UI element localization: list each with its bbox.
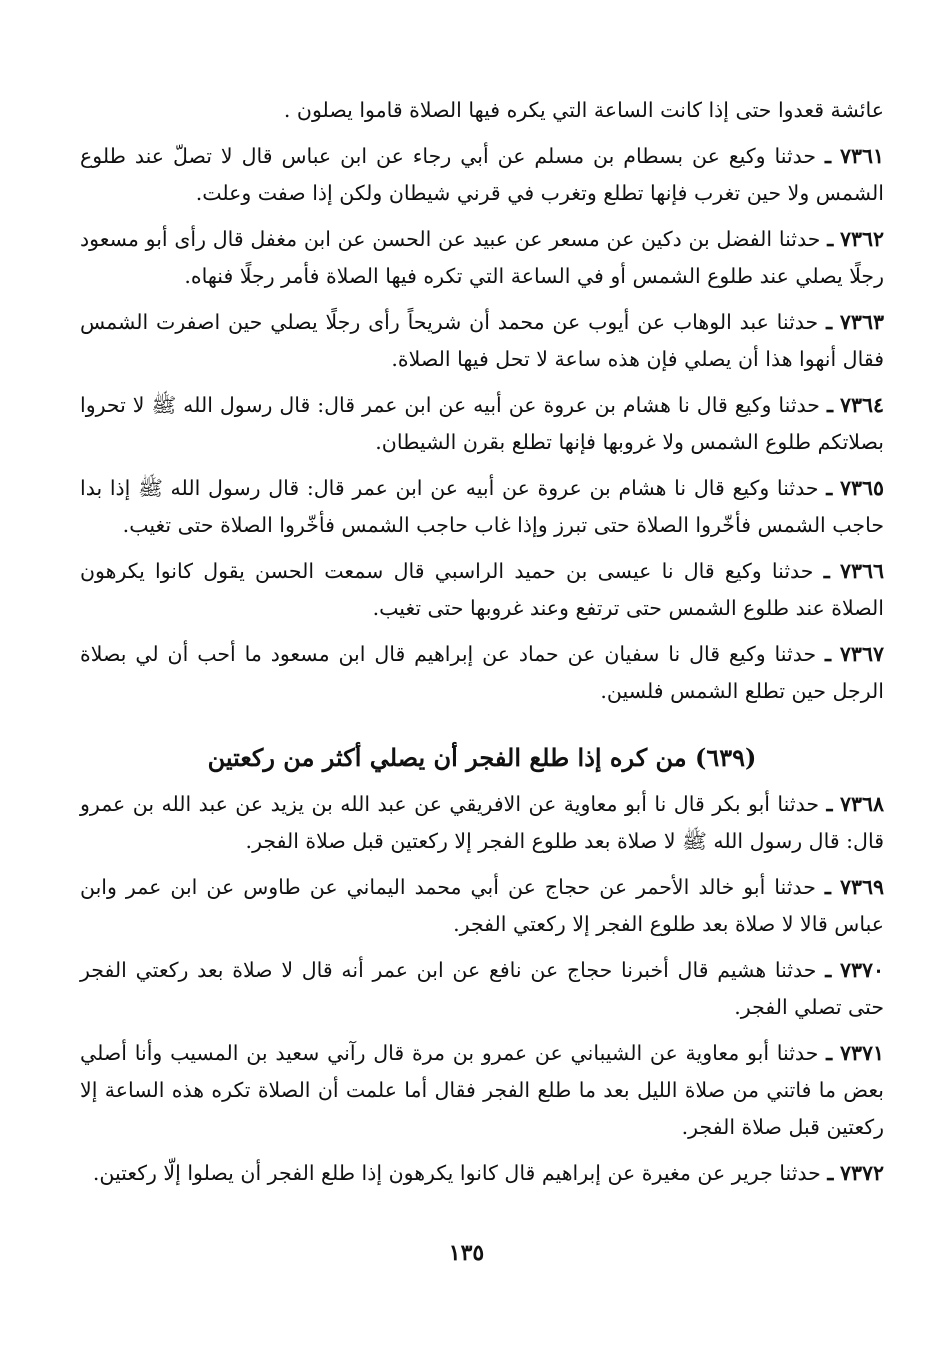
- entry-number: ٧٣٦١: [839, 144, 884, 168]
- entry-text: حدثنا أبو معاوية عن الشيباني عن عمرو بن مرة قال رآني سعيد بن المسيب وأنا أصلي بعض ما فاتني من صلاة الليل بعد ما طلع الفجر فقال أما علمت أن الصلاة تكره هذه الساعة إلا ركعتين قبل صلاة الفجر.: [80, 1041, 884, 1139]
- hadith-entry: ٧٣٦٢ ـ حدثنا الفضل بن دكين عن مسعر عن عبيد عن الحسن عن ابن مغفل قال رأى أبو مسعود رجلًا يصلي عند طلوع الشمس أو في الساعة التي تكره فيها الصلاة فأمر رجلًا فنهاه.: [80, 227, 884, 288]
- page-body: [80, 92, 884, 1201]
- entry-text: حدثنا وكيع قال نا سفيان عن حماد عن إبراهيم قال ابن مسعود ما أحب أن لي بصلاة الرجل حين تطلع الشمس فلسين.: [80, 642, 884, 703]
- hadith-entry: ٧٣٦٥ ـ حدثنا وكيع قال نا هشام بن عروة عن أبيه عن ابن عمر قال: قال رسول الله ﷺ إذا بدا حاجب الشمس فأخّروا الصلاة حتى تبرز وإذا غاب حاجب الشمس فأخّروا الصلاة حتى تغيب.: [80, 476, 884, 537]
- entry-number: ٧٣٦٨: [839, 792, 884, 816]
- hadith-entry: ٧٣٧٢ ـ حدثنا جرير عن مغيرة عن إبراهيم قال كانوا يكرهون إذا طلع الفجر أن يصلوا إلّا ركعتين.: [92, 1161, 884, 1185]
- hadith-entry: ٧٣٦٣ ـ حدثنا عبد الوهاب عن أيوب عن محمد أن شريحاً رأى رجلًا يصلي حين اصفرت الشمس فقال أنهوا هذا أن يصلي فإن هذه ساعة لا تحل فيها الصلاة.: [80, 310, 884, 371]
- entry-text: حدثنا وكيع عن بسطام بن مسلم عن أبي رجاء عن ابن عباس قال لا تصلّ عند طلوع الشمس ولا حين تغرب فإنها تطلع وتغرب في قرني شيطان ولكن إذا صفت وعلت.: [80, 144, 884, 205]
- hadith-entry: ٧٣٦٨ ـ حدثنا أبو بكر قال نا أبو معاوية عن الافريقي عن عبد الله بن يزيد عن عبد الله بن عمرو قال: قال رسول الله ﷺ لا صلاة بعد طلوع الفجر إلا ركعتين قبل صلاة الفجر.: [80, 792, 884, 853]
- hadith-entry: ٧٣٦١ ـ حدثنا وكيع عن بسطام بن مسلم عن أبي رجاء عن ابن عباس قال لا تصلّ عند طلوع الشمس ولا حين تغرب فإنها تطلع وتغرب في قرني شيطان ولكن إذا صفت وعلت.: [80, 144, 884, 205]
- entry-text: حدثنا أبو بكر قال نا أبو معاوية عن الافريقي عن عبد الله بن يزيد عن عبد الله بن عمرو قال: قال رسول الله ﷺ لا صلاة بعد طلوع الفجر إلا ركعتين قبل صلاة الفجر.: [80, 792, 884, 853]
- page-number: ١٣٥: [448, 1240, 485, 1266]
- entry-number: ٧٣٦٢: [839, 227, 884, 251]
- hadith-entry: ٧٣٦٦ ـ حدثنا وكيع قال نا عيسى بن حميد الراسبي قال سمعت الحسن يقول كانوا يكرهون الصلاة عند طلوع الشمس حتى ترتفع وعند غروبها حتى تغيب.: [80, 559, 884, 620]
- hadith-entry: ٧٣٦٤ ـ حدثنا وكيع قال نا هشام بن عروة عن أبيه عن ابن عمر قال: قال رسول الله ﷺ لا تحروا بصلاتكم طلوع الشمس ولا غروبها فإنها تطلع بقرن الشيطان.: [80, 393, 884, 454]
- hadith-entry: ٧٣٦٩ ـ حدثنا أبو خالد الأحمر عن حجاج عن أبي محمد اليماني عن طاوس عن ابن عمر وابن عباس قالا لا صلاة بعد طلوع الفجر إلا ركعتي الفجر.: [80, 875, 884, 936]
- entry-text: حدثنا عبد الوهاب عن أيوب عن محمد أن شريحاً رأى رجلًا يصلي حين اصفرت الشمس فقال أنهوا هذا أن يصلي فإن هذه ساعة لا تحل فيها الصلاة.: [80, 310, 884, 371]
- entry-number: ٧٣٦٣: [839, 310, 884, 334]
- hadith-entry: ٧٣٧٠ ـ حدثنا هشيم قال أخبرنا حجاج عن نافع عن ابن عمر أنه قال لا صلاة بعد ركعتي الفجر حتى تصلي الفجر.: [80, 958, 884, 1019]
- entry-text: حدثنا جرير عن مغيرة عن إبراهيم قال كانوا يكرهون إذا طلع الفجر أن يصلوا إلّا ركعتين.: [92, 1161, 821, 1185]
- entry-text: حدثنا الفضل بن دكين عن مسعر عن عبيد عن الحسن عن ابن مغفل قال رأى أبو مسعود رجلًا يصلي عند طلوع الشمس أو في الساعة التي تكره فيها الصلاة فأمر رجلًا فنهاه.: [80, 227, 884, 288]
- intro-paragraph: [80, 92, 884, 129]
- entry-text: حدثنا وكيع قال نا هشام بن عروة عن أبيه عن ابن عمر قال: قال رسول الله ﷺ إذا بدا حاجب الشمس فأخّروا الصلاة حتى تبرز وإذا غاب حاجب الشمس فأخّروا الصلاة حتى تغيب.: [80, 476, 884, 537]
- entry-number: ٧٣٦٩: [839, 875, 884, 899]
- entry-number: ٧٣٦٤: [839, 393, 884, 417]
- entry-text: حدثنا وكيع قال نا عيسى بن حميد الراسبي قال سمعت الحسن يقول كانوا يكرهون الصلاة عند طلوع الشمس حتى ترتفع وعند غروبها حتى تغيب.: [80, 559, 884, 620]
- entry-number: ٧٣٧٠: [839, 958, 884, 982]
- hadith-entry: ٧٣٧١ ـ حدثنا أبو معاوية عن الشيباني عن عمرو بن مرة قال رآني سعيد بن المسيب وأنا أصلي بعض ما فاتني من صلاة الليل بعد ما طلع الفجر فقال أما علمت أن الصلاة تكره هذه الساعة إلا ركعتين قبل صلاة الفجر.: [80, 1041, 884, 1139]
- entry-number: ٧٣٧٢: [839, 1161, 884, 1185]
- entry-text: حدثنا أبو خالد الأحمر عن حجاج عن أبي محمد اليماني عن طاوس عن ابن عمر وابن عباس قالا لا صلاة بعد طلوع الفجر إلا ركعتي الفجر.: [80, 875, 884, 936]
- entry-number: ٧٣٦٦: [839, 559, 884, 583]
- entry-number: ٧٣٦٥: [839, 476, 884, 500]
- hadith-entry: ٧٣٦٧ ـ حدثنا وكيع قال نا سفيان عن حماد عن إبراهيم قال ابن مسعود ما أحب أن لي بصلاة الرجل حين تطلع الشمس فلسين.: [80, 642, 884, 703]
- intro-text: عائشة قعدوا حتى إذا كانت الساعة التي يكره فيها الصلاة قاموا يصلون .: [283, 98, 884, 122]
- entry-text: حدثنا وكيع قال نا هشام بن عروة عن أبيه عن ابن عمر قال: قال رسول الله ﷺ لا تحروا بصلاتكم طلوع الشمس ولا غروبها فإنها تطلع بقرن الشيطان.: [80, 393, 884, 454]
- entry-text: حدثنا هشيم قال أخبرنا حجاج عن نافع عن ابن عمر أنه قال لا صلاة بعد ركعتي الفجر حتى تصلي الفجر.: [80, 958, 884, 1019]
- section-heading: (٦٣٩) من كره إذا طلع الفجر أن يصلي أكثر من ركعتين: [207, 743, 757, 772]
- entry-number: ٧٣٧١: [839, 1041, 884, 1065]
- entry-number: ٧٣٦٧: [839, 642, 884, 666]
